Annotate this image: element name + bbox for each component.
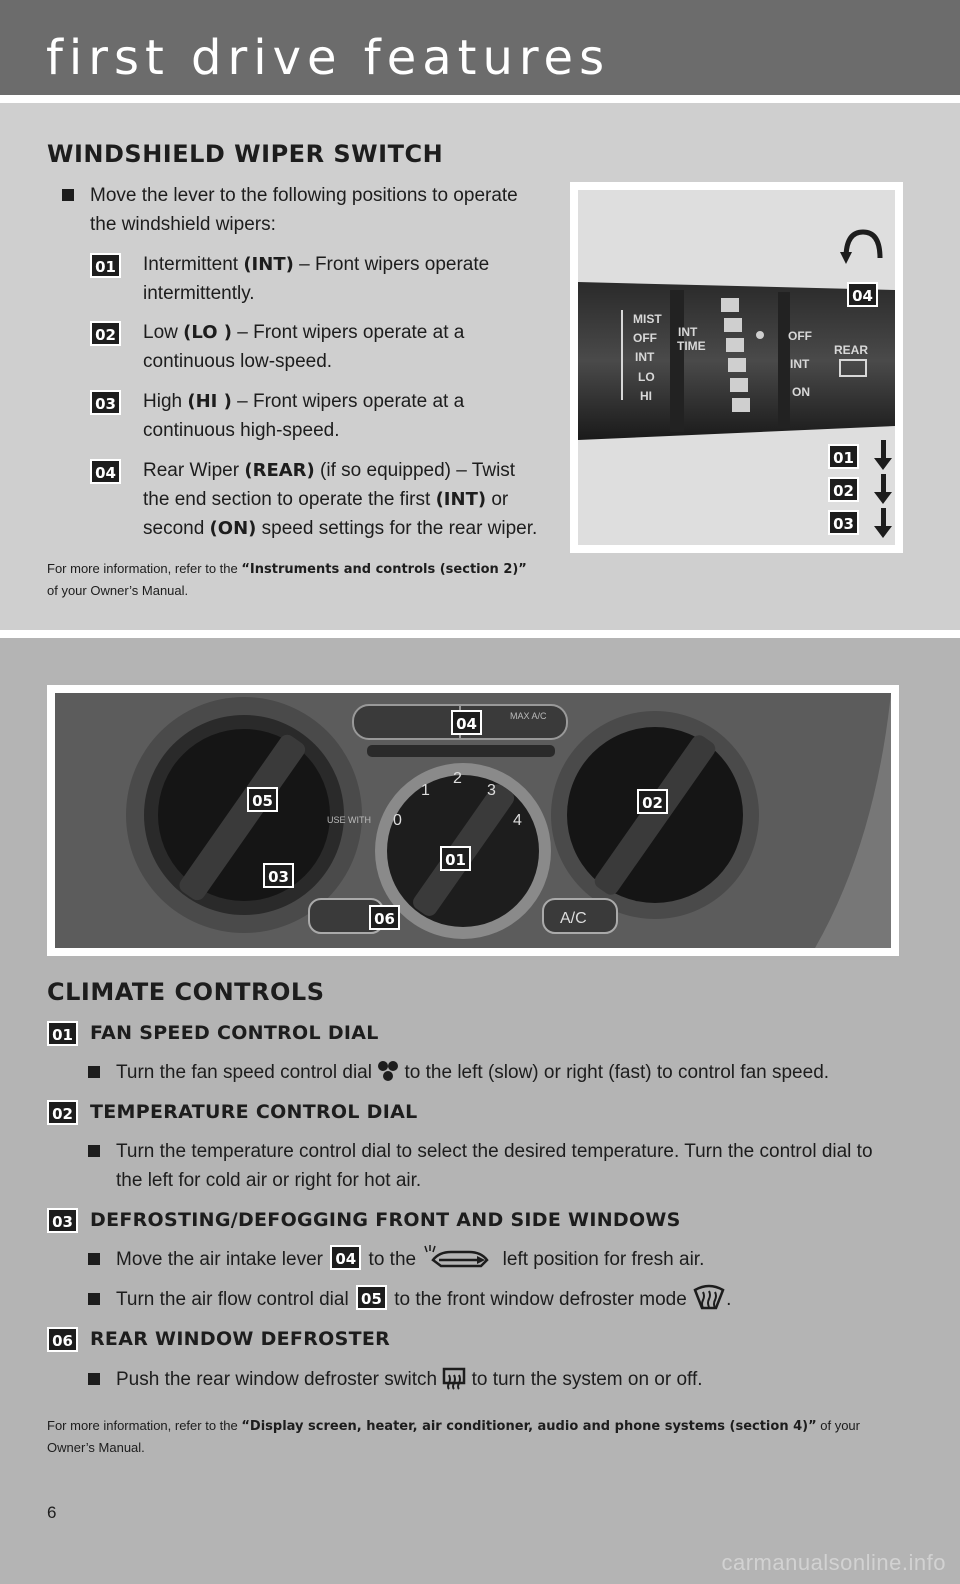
- defrosting-text-1: Move the air intake lever 04 to the left position for fresh air.: [116, 1245, 704, 1274]
- lever-label-off: OFF: [633, 331, 657, 345]
- climate-photo-tag-06: 06: [369, 905, 400, 930]
- fan-number-1: 1: [421, 782, 430, 799]
- bullet-square: [88, 1293, 100, 1305]
- fan-number-4: 4: [513, 812, 522, 829]
- lever-tag-04: 04: [847, 282, 878, 307]
- lever-label-int: INT: [635, 350, 655, 364]
- section-divider: [0, 630, 960, 638]
- fan-number-0: 0: [393, 812, 402, 829]
- climate-tag-02: 02: [47, 1100, 78, 1125]
- lever-label-off-rear: OFF: [788, 329, 812, 343]
- page-header: [0, 0, 960, 95]
- fan-icon: [377, 1060, 399, 1082]
- bullet-square: [62, 189, 74, 201]
- climate-note: For more information, refer to the “Display screen, heater, air conditioner, audio and phone systems (section 4)” of your: [47, 1418, 860, 1434]
- fan-speed-heading: FAN SPEED CONTROL DIAL: [90, 1022, 379, 1044]
- rear-defroster-icon: [442, 1366, 466, 1390]
- climate-tag-03: 03: [47, 1208, 78, 1233]
- climate-photo-tag-04: 04: [451, 710, 482, 735]
- bullet-square: [88, 1253, 100, 1265]
- rear-defroster-heading: REAR WINDOW DEFROSTER: [90, 1328, 391, 1350]
- wiper-item-int: Intermittent (INT) – Front wipers operate: [143, 254, 490, 275]
- climate-heading: CLIMATE CONTROLS: [47, 978, 325, 1006]
- wiper-item-rear-line2: the end section to operate the first (INT) or: [143, 489, 509, 510]
- bullet-square: [88, 1145, 100, 1157]
- fan-speed-text: Turn the fan speed control dial to the left (slow) or right (fast) to control fan speed.: [116, 1058, 829, 1087]
- lever-label-lo: LO: [638, 370, 655, 384]
- lever-tag-02: 02: [828, 477, 859, 502]
- wiper-note-line2: of your Owner’s Manual.: [47, 583, 189, 598]
- wiper-tag-03: 03: [90, 390, 121, 415]
- defrosting-heading: DEFROSTING/DEFOGGING FRONT AND SIDE WINDOWS: [90, 1209, 681, 1231]
- climate-photo-tag-01: 01: [440, 846, 471, 871]
- climate-note-line2: Owner’s Manual.: [47, 1440, 145, 1455]
- use-with-label: USE WITH: [327, 815, 371, 825]
- lever-tag-03: 03: [828, 510, 859, 535]
- climate-controls-photo: [47, 685, 899, 956]
- max-ac-label: MAX A/C: [510, 711, 547, 721]
- lever-label-rear: REAR: [834, 343, 869, 357]
- wiper-tag-01: 01: [90, 253, 121, 278]
- climate-tag-01: 01: [47, 1021, 78, 1046]
- wiper-item-rear-line3: second (ON) speed settings for the rear wiper.: [143, 518, 538, 539]
- wiper-item-lo-line2: continuous low-speed.: [143, 351, 333, 372]
- lever-label-int-time-2: TIME: [677, 339, 706, 353]
- lever-label-mist: MIST: [633, 312, 662, 326]
- watermark: carmanualsonline.info: [721, 1550, 946, 1575]
- wiper-item-hi-line2: continuous high-speed.: [143, 420, 340, 441]
- rear-defroster-text: Push the rear window defroster switch to turn the system on or off.: [116, 1365, 703, 1394]
- fresh-air-icon: [421, 1244, 497, 1272]
- wiper-item-hi: High (HI ) – Front wipers operate at a: [143, 391, 465, 412]
- bullet-square: [88, 1066, 100, 1078]
- wiper-heading: WINDSHIELD WIPER SWITCH: [47, 140, 444, 168]
- lever-tag-01: 01: [828, 444, 859, 469]
- lever-label-int-time-1: INT: [678, 325, 698, 339]
- front-defroster-icon: [692, 1284, 726, 1312]
- header-rule: [0, 95, 960, 103]
- wiper-tag-02: 02: [90, 321, 121, 346]
- wiper-item-lo: Low (LO ) – Front wipers operate at a: [143, 322, 465, 343]
- wiper-item-int-line2: intermittently.: [143, 283, 255, 304]
- fan-number-2: 2: [453, 770, 462, 787]
- climate-tag-06: 06: [47, 1327, 78, 1352]
- climate-photo-tag-03: 03: [263, 863, 294, 888]
- bullet-square: [88, 1373, 100, 1385]
- defrosting-text-2: Turn the air flow control dial 05 to the front window defroster mode .: [116, 1285, 731, 1314]
- lever-label-on: ON: [792, 385, 810, 399]
- temperature-text-line2: the left for cold air or right for hot air.: [116, 1170, 422, 1191]
- page-number: 6: [47, 1503, 57, 1522]
- temperature-text-line1: Turn the temperature control dial to select the desired temperature. Turn the control dial to: [116, 1141, 873, 1162]
- temperature-heading: TEMPERATURE CONTROL DIAL: [90, 1101, 418, 1123]
- lever-label-int-rear: INT: [790, 357, 810, 371]
- wiper-lever-photo: [570, 182, 903, 553]
- page-title: first drive features: [46, 30, 611, 86]
- wiper-intro-line1: Move the lever to the following positions to operate: [90, 185, 518, 206]
- climate-photo-tag-02: 02: [637, 789, 668, 814]
- climate-photo-tag-05: 05: [247, 787, 278, 812]
- wiper-item-rear: Rear Wiper (REAR) (if so equipped) – Twist: [143, 460, 516, 481]
- wiper-note: For more information, refer to the “Instruments and controls (section 2)”: [47, 561, 527, 577]
- lever-label-hi: HI: [640, 389, 652, 403]
- wiper-intro-line2: the windshield wipers:: [90, 214, 276, 235]
- wiper-tag-04: 04: [90, 459, 121, 484]
- ac-button-label: A/C: [560, 910, 587, 927]
- fan-number-3: 3: [487, 782, 496, 799]
